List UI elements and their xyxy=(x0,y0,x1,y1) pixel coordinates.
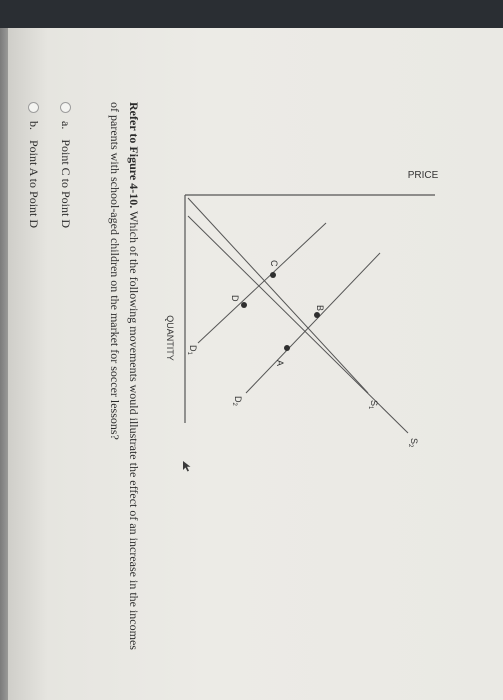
question-text xyxy=(105,102,143,662)
option-a-text: Point C to Point D xyxy=(59,139,73,229)
quiz-page xyxy=(8,28,503,700)
radio-icon[interactable] xyxy=(28,102,39,113)
curve-label-d1: $D_1$ xyxy=(186,345,198,355)
option-a[interactable] xyxy=(58,102,73,228)
radio-icon[interactable] xyxy=(60,102,71,113)
option-b-text: Point A to Point D xyxy=(27,140,41,229)
curve-label-s2: $S_2$ xyxy=(407,438,419,448)
option-a-letter: a. xyxy=(59,121,73,130)
point-label-d: D xyxy=(230,295,240,302)
demand-curve-d1 xyxy=(198,223,326,343)
point-label-b: A xyxy=(275,360,285,367)
point-label-c: C xyxy=(269,260,279,267)
question-body: Which of the following movements would illustrate the effect of an increase in the incomes of parents with school-aged children on the market for soccer lessons? xyxy=(108,102,141,650)
figure-reference: Refer to Figure 4-10. xyxy=(127,102,141,209)
option-b[interactable] xyxy=(26,102,41,228)
y-axis-label: PRICE xyxy=(407,170,439,181)
demand-curve-d2 xyxy=(246,253,380,393)
point-label-a: B xyxy=(315,305,325,312)
curve-label-s1: $S_1$ xyxy=(367,400,379,410)
question-panel xyxy=(8,48,503,698)
point-a xyxy=(284,345,290,351)
x-axis-label: QUANTITY xyxy=(165,315,175,361)
figure-graph xyxy=(143,48,503,698)
point-c xyxy=(270,272,276,278)
point-d xyxy=(241,302,247,308)
point-b xyxy=(314,312,320,318)
curve-label-d2: $D_2$ xyxy=(231,396,243,406)
cursor-arrow-icon xyxy=(183,461,191,472)
option-b-letter: b. xyxy=(27,121,41,130)
top-bar xyxy=(0,0,503,28)
